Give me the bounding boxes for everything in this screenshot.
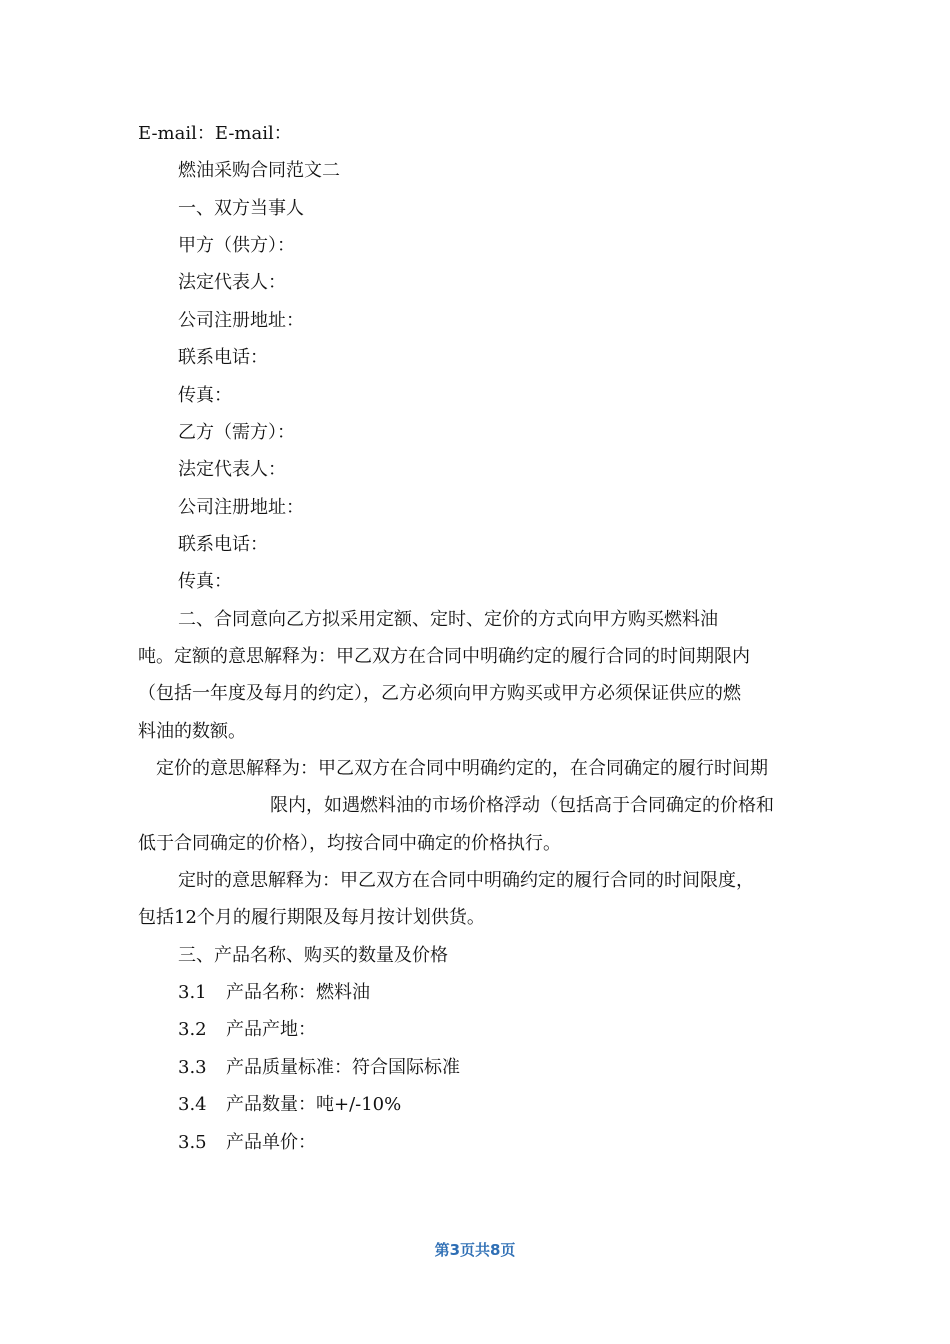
item-text: 产品质量标准：符合国际标准 <box>226 1057 460 1078</box>
list-item <box>178 1093 401 1117</box>
item-text: 产品产地： <box>226 1019 316 1040</box>
party-b-fax: 传真： <box>178 571 232 592</box>
item-number: 3.3 <box>178 1057 207 1078</box>
item-number: 3.2 <box>178 1019 207 1040</box>
list-item <box>178 1056 460 1080</box>
page-number-footer: 第3页共8页 <box>434 1241 516 1259</box>
section-heading-products: 三、产品名称、购买的数量及价格 <box>178 945 448 966</box>
party-b-representative: 法定代表人： <box>178 459 286 480</box>
section2-line2: 吨。定额的意思解释为：甲乙双方在合同中明确约定的履行合同的时间期限内 <box>138 646 750 667</box>
party-a-phone: 联系电话： <box>178 347 268 368</box>
time-definition-line2: 包括12个月的履行期限及每月按计划供货。 <box>138 907 485 928</box>
item-number: 3.5 <box>178 1132 207 1153</box>
party-a-fax: 传真： <box>178 385 232 406</box>
item-text: 产品单价： <box>226 1132 316 1153</box>
section2-line3: （包括一年度及每月的约定），乙方必须向甲方购买或甲方必须保证供应的燃 <box>138 683 741 704</box>
list-item <box>178 1131 316 1155</box>
item-text: 产品名称：燃料油 <box>226 982 370 1003</box>
price-definition-line2: 限内，如遇燃料油的市场价格浮动（包括高于合同确定的价格和 <box>270 795 774 816</box>
party-a-representative: 法定代表人： <box>178 272 286 293</box>
price-definition-line1: 定价的意思解释为：甲乙双方在合同中明确约定的，在合同确定的履行时间期 <box>156 758 768 779</box>
party-a-address: 公司注册地址： <box>178 310 304 331</box>
section-title: 燃油采购合同范文二 <box>178 160 340 181</box>
section2-line1: 二、合同意向乙方拟采用定额、定时、定价的方式向甲方购买燃料油 <box>178 609 718 630</box>
section-heading-parties: 一、双方当事人 <box>178 198 304 219</box>
list-item <box>178 981 370 1005</box>
item-number: 3.4 <box>178 1094 207 1115</box>
list-item <box>178 1018 316 1042</box>
item-text: 产品数量：吨+/-10% <box>226 1094 402 1115</box>
party-b-phone: 联系电话： <box>178 534 268 555</box>
party-a-label: 甲方（供方）： <box>178 235 295 256</box>
item-number: 3.1 <box>178 982 207 1003</box>
section2-line4: 料油的数额。 <box>138 721 246 742</box>
price-definition-line3: 低于合同确定的价格），均按合同中确定的价格执行。 <box>138 833 561 854</box>
party-b-address: 公司注册地址： <box>178 497 304 518</box>
time-definition-line1: 定时的意思解释为：甲乙双方在合同中明确约定的履行合同的时间限度， <box>178 870 754 891</box>
email-line: E-mail：E-mail： <box>138 123 292 144</box>
party-b-label: 乙方（需方）： <box>178 422 295 443</box>
